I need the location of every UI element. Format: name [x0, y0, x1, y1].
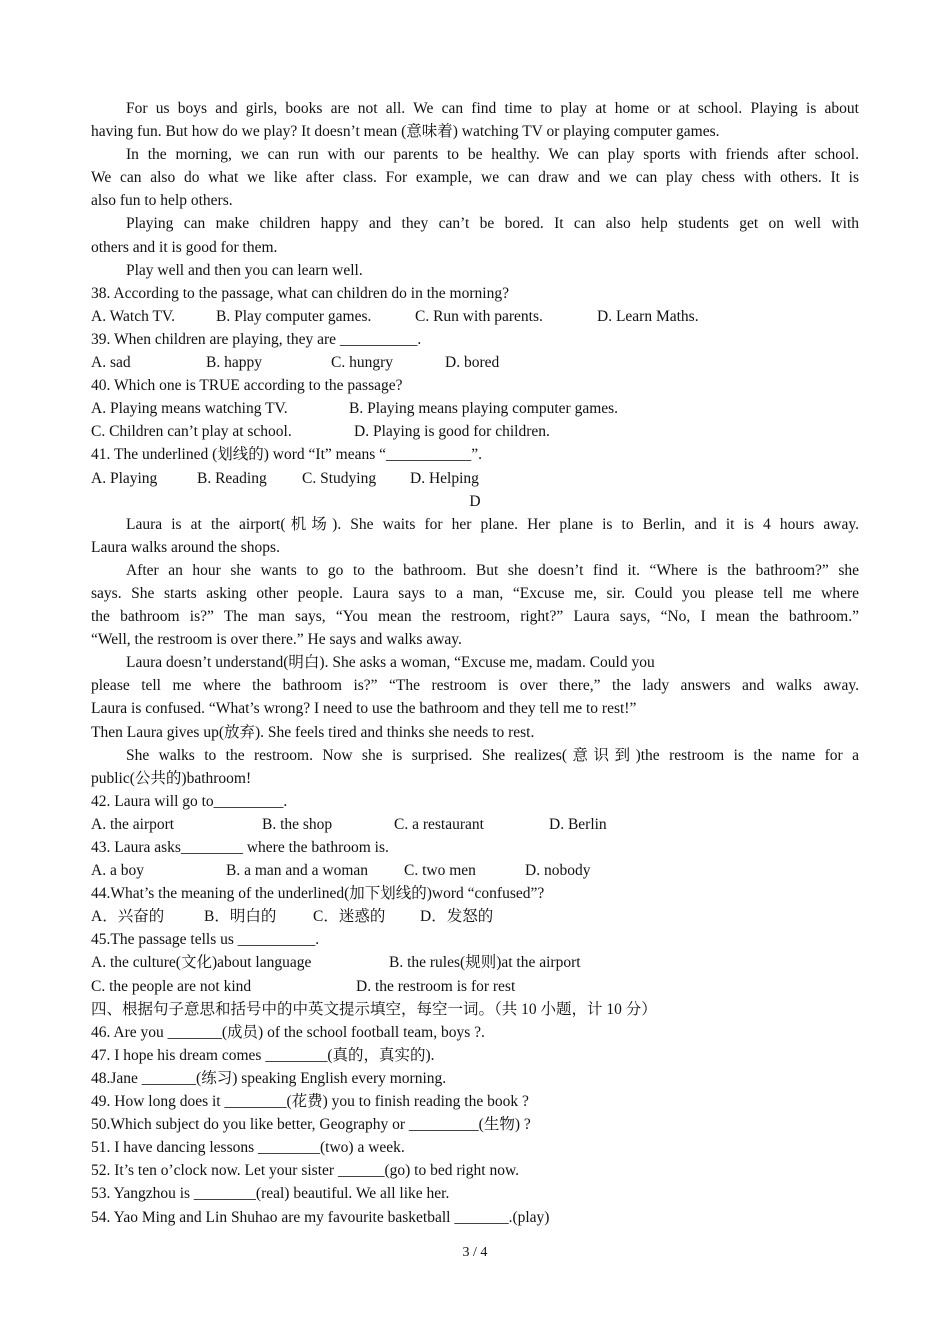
- section-title: 四、根据句子意思和括号中的中英文提示填空，每空一词。（共 10 小题，计 10 分）: [91, 1000, 657, 1018]
- passage-line: others and it is good for them.: [91, 238, 278, 256]
- passage-line: Play well and then you can learn well.: [126, 261, 363, 279]
- question-stem: 40. Which one is TRUE according to the passage?: [91, 377, 403, 395]
- option: C. two men: [404, 862, 476, 880]
- option: A. sad: [91, 354, 131, 372]
- fill-blank-item: 46. Are you _______(成员) of the school football team, boys ?.: [91, 1023, 485, 1041]
- passage-line: Laura doesn’t understand(明白). She asks a woman, “Excuse me, madam. Could you: [126, 654, 655, 672]
- option: A. the airport: [91, 815, 175, 833]
- option: C. Children can’t play at school.: [91, 423, 292, 441]
- option: C．迷惑的: [313, 908, 386, 926]
- passage-line: the bathroom is?” The man says, “You mean the restroom, right?” Laura says, “No, I mean the bathroom.”: [91, 608, 859, 626]
- question-options: [91, 351, 859, 374]
- passage-line: In the morning, we can run with our parents to be healthy. We can play sports with friends after school.: [126, 146, 859, 164]
- passage-line: “Well, the restroom is over there.” He says and walks away.: [91, 631, 462, 649]
- option: A. a boy: [91, 862, 144, 880]
- question-stem: 44.What’s the meaning of the underlined(加下划线的)word “confused”?: [91, 885, 545, 903]
- question-options: [91, 975, 859, 998]
- option: D. bored: [445, 354, 500, 372]
- option: D. Learn Maths.: [597, 307, 699, 325]
- question-stem: 42. Laura will go to_________.: [91, 792, 288, 810]
- passage-line: After an hour she wants to go to the bathroom. But she doesn’t find it. “Where is the bathroom?” she: [126, 561, 859, 579]
- question-stem: 39. When children are playing, they are __________.: [91, 330, 422, 348]
- option: B．明白的: [204, 908, 277, 926]
- passage-line: says. She starts asking other people. Laura says to a man, “Excuse me, sir. Could you please tell me where: [91, 584, 859, 602]
- question-options: [91, 420, 859, 443]
- passage-line: Laura walks around the shops.: [91, 538, 280, 556]
- fill-blank-item: 53. Yangzhou is ________(real) beautiful. We all like her.: [91, 1185, 450, 1203]
- option: B. happy: [206, 354, 262, 372]
- option: D．发怒的: [420, 908, 494, 926]
- passage-line: having fun. But how do we play? It doesn’t mean (意味着) watching TV or playing computer games.: [91, 123, 720, 141]
- section-label: D: [469, 492, 481, 510]
- question-stem: 41. The underlined (划线的) word “It” means “___________”.: [91, 446, 482, 464]
- fill-blank-item: 49. How long does it ________(花费) you to finish reading the book ?: [91, 1093, 529, 1111]
- fill-blank-item: 48.Jane _______(练习) speaking English every morning.: [91, 1069, 447, 1087]
- fill-blank-item: 54. Yao Ming and Lin Shuhao are my favourite basketball _______.(play): [91, 1208, 550, 1226]
- passage-line: Playing can make children happy and they can’t be bored. It can also help students get on well with: [126, 215, 859, 233]
- option: B. the shop: [262, 815, 333, 833]
- exam-page: [91, 97, 859, 1229]
- option: C. Run with parents.: [415, 307, 543, 325]
- option: D. nobody: [525, 862, 591, 880]
- option: D. Helping: [410, 469, 479, 487]
- question-options: [91, 467, 859, 490]
- fill-blank-item: 50.Which subject do you like better, Geography or _________(生物) ?: [91, 1116, 531, 1134]
- passage-line: She walks to the restroom. Now she is surprised. She realizes(意识到)the restroom is the name for a: [126, 746, 859, 764]
- option: D. the restroom is for rest: [356, 977, 516, 995]
- question-options: [91, 951, 859, 974]
- passage-line: public(公共的)bathroom!: [91, 769, 252, 787]
- passage-line: Laura is at the airport(机场). She waits for her plane. Her plane is to Berlin, and it is 4 hours away.: [126, 515, 859, 533]
- passage-line: Then Laura gives up(放弃). She feels tired and thinks she needs to rest.: [91, 723, 535, 741]
- question-stem: 43. Laura asks________ where the bathroom is.: [91, 839, 389, 856]
- option: D. Playing is good for children.: [354, 423, 550, 441]
- question-stem: 38. According to the passage, what can children do in the morning?: [91, 284, 509, 302]
- question-options: [91, 859, 859, 882]
- option: D. Berlin: [549, 815, 607, 833]
- option: B. Play computer games.: [216, 307, 372, 325]
- passage-line: For us boys and girls, books are not all. We can find time to play at home or at school. Playing is about: [126, 100, 859, 117]
- option: A. Watch TV.: [91, 307, 176, 325]
- page-number: 3 / 4: [462, 1245, 488, 1260]
- option: A. Playing means watching TV.: [91, 400, 288, 418]
- fill-blank-item: 47. I hope his dream comes ________(真的，真实的).: [91, 1046, 435, 1064]
- question-options: [91, 305, 859, 328]
- option: C. the people are not kind: [91, 977, 252, 995]
- passage-line: please tell me where the bathroom is?” “The restroom is over there,” the lady answers and walks away.: [91, 677, 859, 695]
- option: C. a restaurant: [394, 815, 484, 833]
- passage-line: We can also do what we like after class. For example, we can draw and we can play chess with others. It is: [91, 169, 859, 187]
- fill-blank-item: 52. It’s ten o’clock now. Let your sister ______(go) to bed right now.: [91, 1162, 520, 1180]
- option: B. a man and a woman: [226, 862, 369, 880]
- question-options: [91, 813, 859, 836]
- option: A．兴奋的: [91, 908, 165, 926]
- option: B. the rules(规则)at the airport: [389, 954, 581, 972]
- option: C. Studying: [302, 469, 377, 487]
- passage-line: also fun to help others.: [91, 192, 233, 210]
- option: B. Playing means playing computer games.: [349, 400, 619, 418]
- option: B. Reading: [197, 469, 267, 487]
- option: C. hungry: [331, 354, 393, 372]
- question-options: [91, 397, 859, 420]
- passage-line: Laura is confused. “What’s wrong? I need to use the bathroom and they tell me to rest!”: [91, 700, 637, 718]
- fill-blank-item: 51. I have dancing lessons ________(two) a week.: [91, 1139, 405, 1157]
- question-stem: 45.The passage tells us __________.: [91, 931, 320, 949]
- option: A. Playing: [91, 469, 158, 487]
- question-options: [91, 905, 859, 928]
- option: A. the culture(文化)about language: [91, 954, 312, 972]
